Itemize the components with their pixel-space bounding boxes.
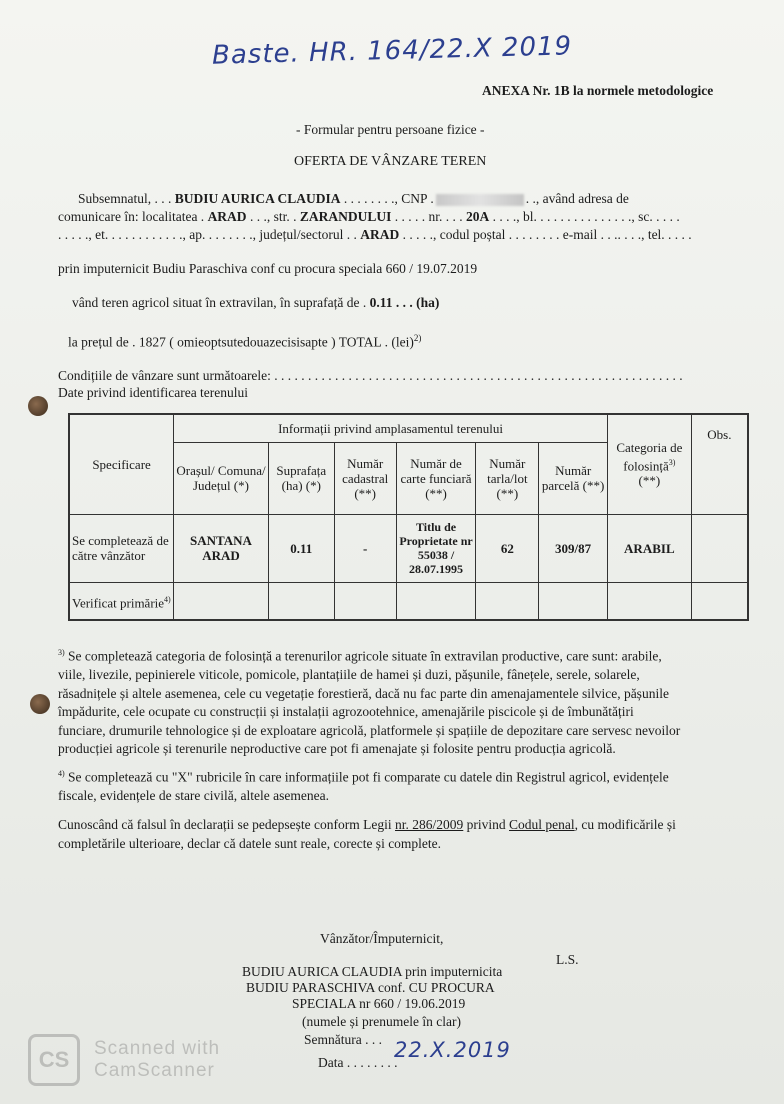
punch-hole-bottom [30, 694, 50, 714]
form-subtitle: - Formular pentru persoane fizice - [296, 122, 485, 137]
handwritten-registration: Baste. HR. 164/22.X 2019 [211, 31, 573, 71]
area-value: 0.11 [369, 295, 393, 310]
declaration: Cunoscând că falsul în declarații se pedepsește conform Legii nr. 286/2009 privind Codul penal, cu modificările și completările ulterioare, declar că datele sunt reale, corecte și complete. [58, 817, 676, 851]
seller-name: BUDIU AURICA CLAUDIA [174, 191, 341, 206]
ls-mark: L.S. [556, 952, 579, 967]
signature-name-caption: (numele și prenumele în clar) [302, 1014, 461, 1029]
header-oras: Orașul/ Comuna/ Județul (*) [174, 442, 269, 514]
seller-line-2: comunicare în: localitatea . ARAD . . ., str. . ZARANDULUI . . . . . nr. . . . 20A . . . ., bl. . . . . . . . . . . . . . ., sc. . . . . [58, 209, 680, 224]
identification-title: Date privind identificarea terenului [58, 385, 249, 400]
seller-street: ZARANDULUI [299, 209, 392, 224]
empty-cell [268, 582, 334, 620]
empty-cell [174, 582, 269, 620]
footnote-3: $^{3)}$ Se completează categoria de folosință a terenurilor agricole situate în extravilan productive, care sunt: arabile, viile, livezile, pepinierele viticole, pomicole, plantațiile de hamei și duzi, pășunile, fânețele, serele, solarele, răsadnițele și altele asemenea, cele cu vegetație forestieră, dacă nu fac parte din amenajamentele silvice, pășunile împădurite, cele ocupate cu construcții și instalații agrozootehnice, amenajările piscicole și de îmbunătățiri funciare, drumurile tehnologice și de exploatare agricolă, platformele și spațiile de depozitare care servesc nevoilor producției agricole și terenurile neproductive care pot fi amenajate și folosite pentru producția agricolă. [58, 648, 681, 756]
land-identification-table [68, 413, 749, 621]
signature-role: Vânzător/Împuternicit, [320, 931, 444, 946]
signature-name-3: SPECIALA nr 660 / 19.06.2019 [292, 996, 466, 1011]
header-obs: Obs. [691, 414, 748, 514]
header-categoria: Categoria de folosință$^{3)}$ (**) [607, 414, 691, 514]
seller-county: ARAD [360, 227, 400, 242]
header-parcela: Număr parcelă (**) [539, 442, 608, 514]
header-suprafata: Suprafața (ha) (*) [268, 442, 334, 514]
empty-cell [539, 582, 608, 620]
seller-line-3: . . . . ., et. . . . . . . . . . . ., ap. . . . . . . ., județul/sectorul . . ARAD . . . . ., codul poștal . . . . . . . . e-mail . . .. . . ., tel. . . . . [58, 227, 692, 242]
punch-hole-top [28, 396, 48, 416]
area-line: vând teren agricol situat în extravilan, în suprafață de . 0.11 . . . (ha) [72, 295, 440, 310]
row-label-seller: Se completează de către vânzător [69, 514, 174, 582]
annex-label: ANEXA Nr. 1B la normele metodologice [482, 83, 714, 98]
price-line: la prețul de . 1827 ( omieoptsutedouazecisisapte ) TOTAL . (lei)$^{2)}$ [68, 333, 422, 350]
empty-cell [396, 582, 476, 620]
empty-cell [476, 582, 539, 620]
cell-categoria: ARABIL [607, 514, 691, 582]
handwritten-date: 22.X.2019 [394, 1038, 511, 1062]
camscanner-watermark: CS Scanned with CamScanner [28, 1034, 220, 1086]
header-carte-funciara: Număr de carte funciară (**) [396, 442, 476, 514]
seller-city: ARAD [207, 209, 247, 224]
signature-name-1: BUDIU AURICA CLAUDIA prin imputernicita [242, 964, 503, 979]
empty-cell [607, 582, 691, 620]
table-row [69, 582, 748, 620]
signature-name-2: BUDIU PARASCHIVA conf. CU PROCURA [246, 980, 495, 995]
form-title: OFERTA DE VÂNZARE TEREN [294, 154, 487, 169]
empty-cell [691, 582, 748, 620]
redacted-cnp [436, 194, 524, 206]
cell-parcela: 309/87 [539, 514, 608, 582]
seller-line-1: Subsemnatul, . . . BUDIU AURICA CLAUDIA . . . . . . . ., CNP . . ., având adresa de [78, 191, 629, 206]
cell-tarla: 62 [476, 514, 539, 582]
header-location-group: Informații privind amplasamentul terenului [174, 414, 608, 442]
header-cadastral: Număr cadastral (**) [334, 442, 396, 514]
signature-line: Semnătura . . . [304, 1032, 382, 1047]
proxy-line: prin imputernicit Budiu Paraschiva conf cu procura speciala 660 / 19.07.2019 [58, 261, 478, 276]
cell-carte-funciara: Titlu de Proprietate nr 55038 / 28.07.1995 [396, 514, 476, 582]
row-label-verificat: Verificat primărie$^{4)}$ [69, 582, 174, 620]
table-row [69, 514, 748, 582]
cell-obs [691, 514, 748, 582]
seller-number: 20A [465, 209, 490, 224]
empty-cell [334, 582, 396, 620]
header-specificare: Specificare [69, 414, 174, 514]
cell-cadastral: - [334, 514, 396, 582]
cell-oras: SANTANA ARAD [174, 514, 269, 582]
header-tarla: Număr tarla/lot (**) [476, 442, 539, 514]
law-reference: nr. 286/2009 [395, 817, 464, 832]
penal-code-reference: Codul penal [509, 817, 575, 832]
date-line: Data . . . . . . . . [318, 1055, 398, 1070]
cell-suprafata: 0.11 [268, 514, 334, 582]
camscanner-logo-icon: CS [28, 1034, 80, 1086]
conditions-line: Condițiile de vânzare sunt următoarele: . . . . . . . . . . . . . . . . . . . . . . . . . . . . . . . . . . . . . . . . . . . . . . . . . . . . . . . . . . . . . [58, 368, 683, 383]
footnote-4: $^{4)}$ Se completează cu "X" rubricile în care informațiile pot fi comparate cu datele din Registrul agricol, evidențele fiscale, evidențele de stare civilă, altele asemenea. [58, 769, 669, 803]
